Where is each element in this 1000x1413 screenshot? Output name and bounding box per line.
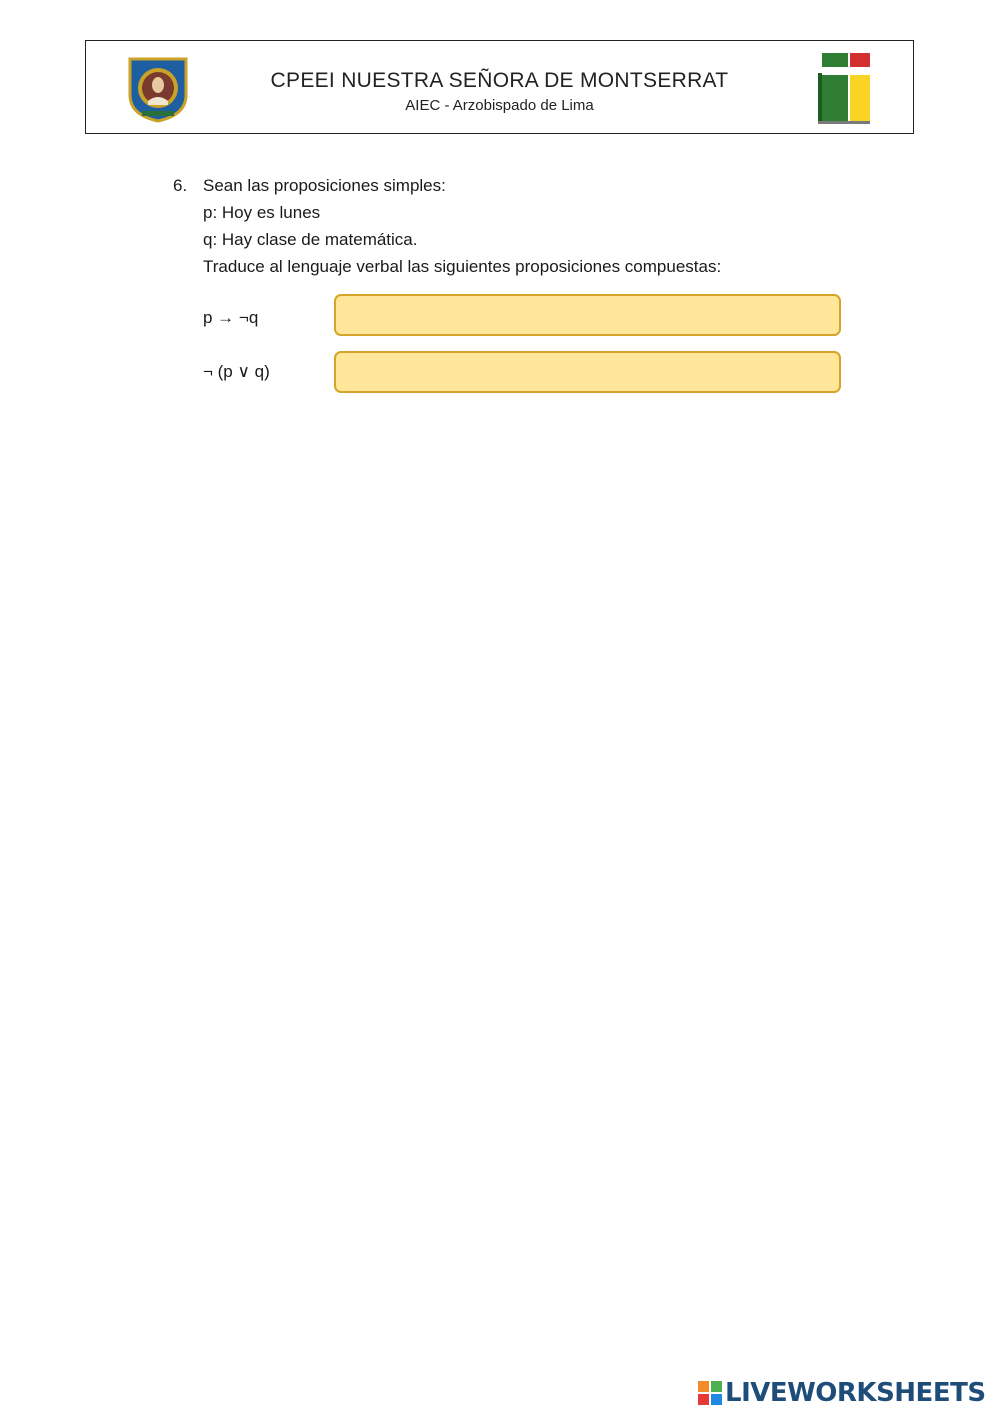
school-name: CPEEI NUESTRA SEÑORA DE MONTSERRAT (270, 69, 729, 92)
formula-1: p → ¬q (203, 308, 259, 327)
school-subtitle: AIEC - Arzobispado de Lima (405, 97, 594, 114)
liveworksheets-icon (698, 1381, 722, 1405)
liveworksheets-logo (698, 1378, 986, 1408)
proposition-p: p: Hoy es lunes (203, 203, 321, 222)
answer-input-2[interactable] (334, 351, 841, 393)
question-instruction: Traduce al lenguaje verbal las siguientes proposiciones compuestas: (203, 257, 722, 276)
question-number: 6. (173, 176, 188, 195)
liveworksheets-wordmark: LIVEWORKSHEETS (725, 1378, 986, 1408)
school-header (85, 40, 914, 134)
formula-2: ¬ (p ∨ q) (203, 362, 270, 381)
question-intro: Sean las proposiciones simples: (203, 176, 446, 195)
proposition-q: q: Hay clase de matemática. (203, 230, 418, 249)
books-logo (814, 49, 874, 125)
answer-input-1[interactable] (334, 294, 841, 336)
